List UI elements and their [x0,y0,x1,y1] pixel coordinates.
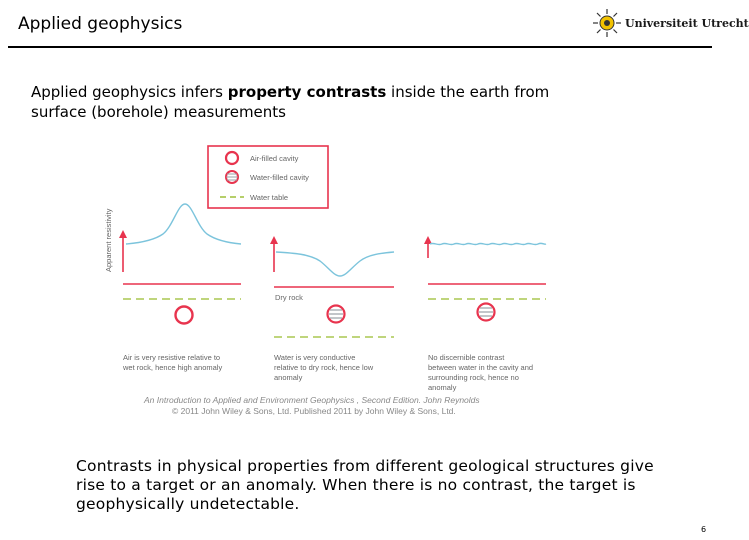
caption-line: between water in the cavity and [428,363,534,372]
air-cavity-legend-icon [226,152,238,164]
caption-line: relative to dry rock, hence low [274,363,374,372]
dry-rock-label: Dry rock [275,293,303,302]
institution-name: Universiteit Utrecht [625,17,749,30]
legend-water-cavity: Water-filled cavity [250,173,309,182]
arrow-head [119,230,127,238]
resistivity-curve-high [126,204,241,244]
caption-line: anomaly [274,373,303,382]
conclusion-text: Contrasts in physical properties from different geological structures give rise to a target or an anomaly. When there is no contrast, the target is geophysically undetectable. [76,457,654,513]
page-number: 6 [701,525,707,534]
caption-line: wet rock, hence high anomaly [123,363,223,372]
sun-seal-icon [592,8,622,38]
panel-water-cavity [270,236,394,382]
resistivity-curve-flat [430,243,546,244]
university-logo [592,8,749,40]
title-divider [8,46,712,48]
anomaly-figure [98,142,560,422]
water-cavity-icon [328,306,345,323]
intro-suffix: inside the earth from surface (borehole) measurements [31,83,550,121]
legend-air-cavity: Air-filled cavity [250,154,299,163]
caption-line: Air is very resistive relative to [123,353,221,362]
caption-line: Water is very conductive [274,353,356,362]
caption-line: anomaly [428,383,457,392]
arrow-head [270,236,278,244]
water-cavity-icon [478,304,495,321]
panel-air-cavity [119,204,241,372]
air-cavity-icon [176,307,193,324]
resistivity-curve-low [276,252,394,276]
water-cavity-legend-icon [226,171,238,183]
intro-text [31,82,591,122]
caption-line: No discernible contrast [428,353,505,362]
figure-credit-line1: An Introduction to Applied and Environment Geophysics , Second Edition. John Reynolds [144,395,480,405]
slide-title: Applied geophysics [18,14,183,34]
figure-credit-line2: © 2011 John Wiley & Sons, Ltd. Published 2011 by John Wiley & Sons, Ltd. [172,406,456,416]
arrow-head [424,236,432,244]
intro-emphasis: property contrasts [227,83,387,101]
caption-line: surrounding rock, hence no [428,373,519,382]
legend-water-table: Water table [250,193,289,202]
intro-prefix: Applied geophysics infers [31,83,228,101]
y-axis-label: Apparent resistivity [104,208,113,272]
panel-no-contrast [424,236,546,392]
